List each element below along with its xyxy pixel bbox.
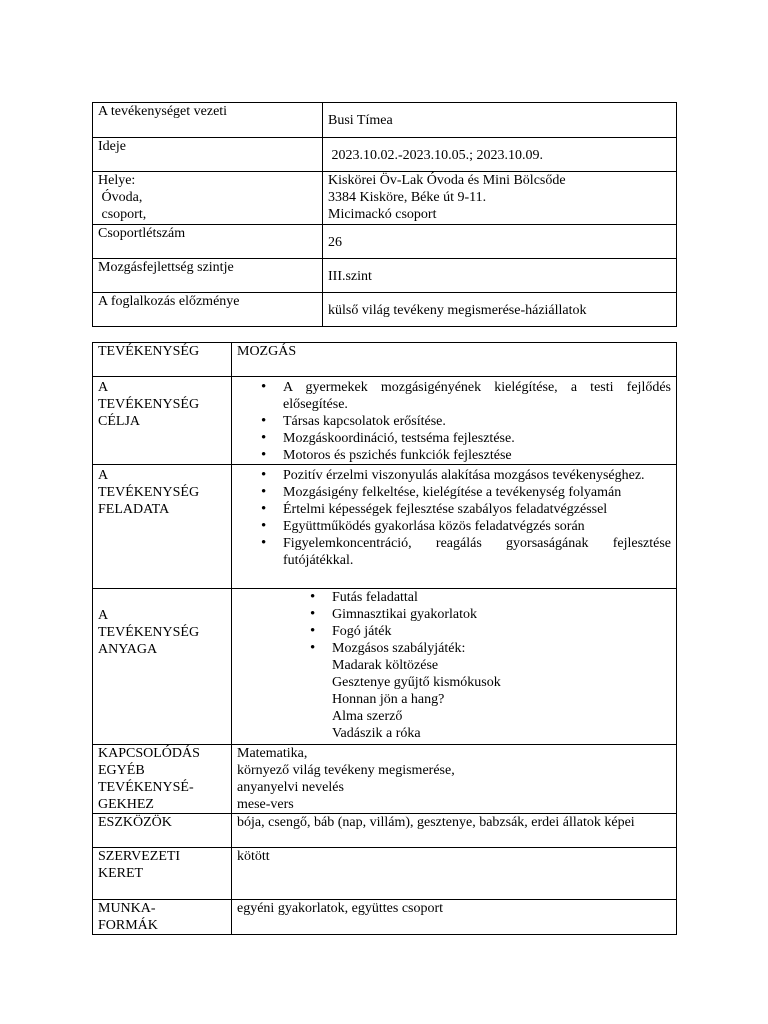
level-value: III.szint xyxy=(323,259,677,293)
place-label-line: Helye: xyxy=(98,173,136,188)
antecedent-value: külső világ tevékeny megismerése-háziállatok xyxy=(323,293,677,327)
list-item: • Gimnasztikai gyakorlatok xyxy=(332,606,676,623)
org-label-line: SZERVEZETI xyxy=(98,849,181,864)
activity-row xyxy=(93,343,677,377)
related-value xyxy=(232,745,677,814)
place-value xyxy=(323,172,677,225)
date-label: Ideje xyxy=(93,138,323,172)
game-item: Madarak költözése xyxy=(332,658,439,673)
level-row xyxy=(93,259,677,293)
related-row xyxy=(93,745,677,814)
group-size-label: Csoportlétszám xyxy=(93,225,323,259)
task-label xyxy=(93,465,232,589)
date-row xyxy=(93,138,677,172)
list-item: • Futás feladattal xyxy=(332,589,676,606)
place-row xyxy=(93,172,677,225)
antecedent-row xyxy=(93,293,677,327)
antecedent-label: A foglalkozás előzménye xyxy=(93,293,323,327)
list-item: • Motoros és pszichés funkciók fejlesztése xyxy=(283,447,671,464)
list-item: • A gyermekek mozgásigényének kielégítése, a testi fejlődés elősegítése. xyxy=(283,379,671,413)
list-item: • Pozitív érzelmi viszonyulás alakítása mozgásos tevékenységhez. xyxy=(283,467,671,484)
task-row xyxy=(93,465,677,589)
tools-row xyxy=(93,814,677,848)
goal-label-line: CÉLJA xyxy=(98,414,140,429)
place-label xyxy=(93,172,323,225)
work-label xyxy=(93,900,232,935)
game-item: Honnan jön a hang? xyxy=(332,692,445,707)
work-row xyxy=(93,900,677,935)
list-item: • Mozgásos szabályjáték: xyxy=(332,640,676,657)
list-item: • Fogó játék xyxy=(332,623,676,640)
related-label-line: EGYÉB xyxy=(98,763,145,778)
related-label-line: TEVÉKENYSÉ- xyxy=(98,780,194,795)
activity-value: MOZGÁS xyxy=(232,343,677,377)
org-value: kötött xyxy=(232,848,677,900)
material-label-line: A xyxy=(98,608,109,623)
goal-label-line: TEVÉKENYSÉG xyxy=(98,397,200,412)
place-value-line: 3384 Kisköre, Béke út 9-11. xyxy=(328,190,487,205)
task-label-line: FELADATA xyxy=(98,502,170,517)
list-item: • Társas kapcsolatok erősítése. xyxy=(283,413,671,430)
place-label-line: Óvoda, xyxy=(98,190,143,205)
group-size-value: 26 xyxy=(323,225,677,259)
material-label-line: TEVÉKENYSÉG xyxy=(98,625,200,640)
game-item: Vadászik a róka xyxy=(332,726,421,741)
list-item: • Figyelemkoncentráció, reagálás gyorsaságának fejlesztése futójátékkal. xyxy=(283,535,671,569)
task-label-line: A xyxy=(98,468,109,483)
place-value-line: Micimackó csoport xyxy=(328,207,437,222)
game-item: Alma szerző xyxy=(332,709,403,724)
org-row xyxy=(93,848,677,900)
related-value-line: mese-vers xyxy=(237,797,294,812)
tools-label: ESZKÖZÖK xyxy=(93,814,232,848)
related-value-line: Matematika, xyxy=(237,746,308,761)
list-item: • Együttműködés gyakorlása közös feladatvégzés során xyxy=(283,518,671,535)
goal-label xyxy=(93,377,232,465)
task-value xyxy=(232,465,677,589)
game-item: Gesztenye gyűjtő kismókusok xyxy=(332,675,501,690)
material-value xyxy=(232,589,677,745)
goal-row xyxy=(93,377,677,465)
leader-row xyxy=(93,103,677,138)
work-label-line: MUNKA- xyxy=(98,901,156,916)
goal-label-line: A xyxy=(98,380,109,395)
task-label-line: TEVÉKENYSÉG xyxy=(98,485,200,500)
related-value-line: környező világ tevékeny megismerése, xyxy=(237,763,455,778)
related-value-line: anyanyelvi nevelés xyxy=(237,780,344,795)
list-item: • Mozgásigény felkeltése, kielégítése a tevékenység folyamán xyxy=(283,484,671,501)
related-label xyxy=(93,745,232,814)
place-label-line: csoport, xyxy=(98,207,147,222)
plan-table xyxy=(92,342,677,935)
org-label-line: KERET xyxy=(98,866,144,881)
group-size-row xyxy=(93,225,677,259)
related-label-line: GEKHEZ xyxy=(98,797,154,812)
material-list xyxy=(232,589,676,657)
org-label xyxy=(93,848,232,900)
date-value: 2023.10.02.-2023.10.05.; 2023.10.09. xyxy=(323,138,677,172)
related-label-line: KAPCSOLÓDÁS xyxy=(98,746,200,761)
leader-value: Busi Tímea xyxy=(323,103,677,138)
tools-value: bója, csengő, báb (nap, villám), gesztenye, babzsák, erdei állatok képei xyxy=(232,814,677,848)
material-row xyxy=(93,589,677,745)
list-item: • Mozgáskoordináció, testséma fejlesztése. xyxy=(283,430,671,447)
task-list xyxy=(237,467,671,569)
work-value: egyéni gyakorlatok, együttes csoport xyxy=(232,900,677,935)
goal-value xyxy=(232,377,677,465)
place-value-line: Kiskörei Öv-Lak Óvoda és Mini Bölcsőde xyxy=(328,173,566,188)
info-table xyxy=(92,102,677,327)
activity-label: TEVÉKENYSÉG xyxy=(93,343,232,377)
material-label xyxy=(93,589,232,745)
work-label-line: FORMÁK xyxy=(98,918,158,933)
leader-label: A tevékenységet vezeti xyxy=(93,103,323,138)
goal-list xyxy=(237,379,671,464)
material-games xyxy=(232,657,676,742)
list-item: • Értelmi képességek fejlesztése szabályos feladatvégzéssel xyxy=(283,501,671,518)
material-label-line: ANYAGA xyxy=(98,642,158,657)
level-label: Mozgásfejlettség szintje xyxy=(93,259,323,293)
